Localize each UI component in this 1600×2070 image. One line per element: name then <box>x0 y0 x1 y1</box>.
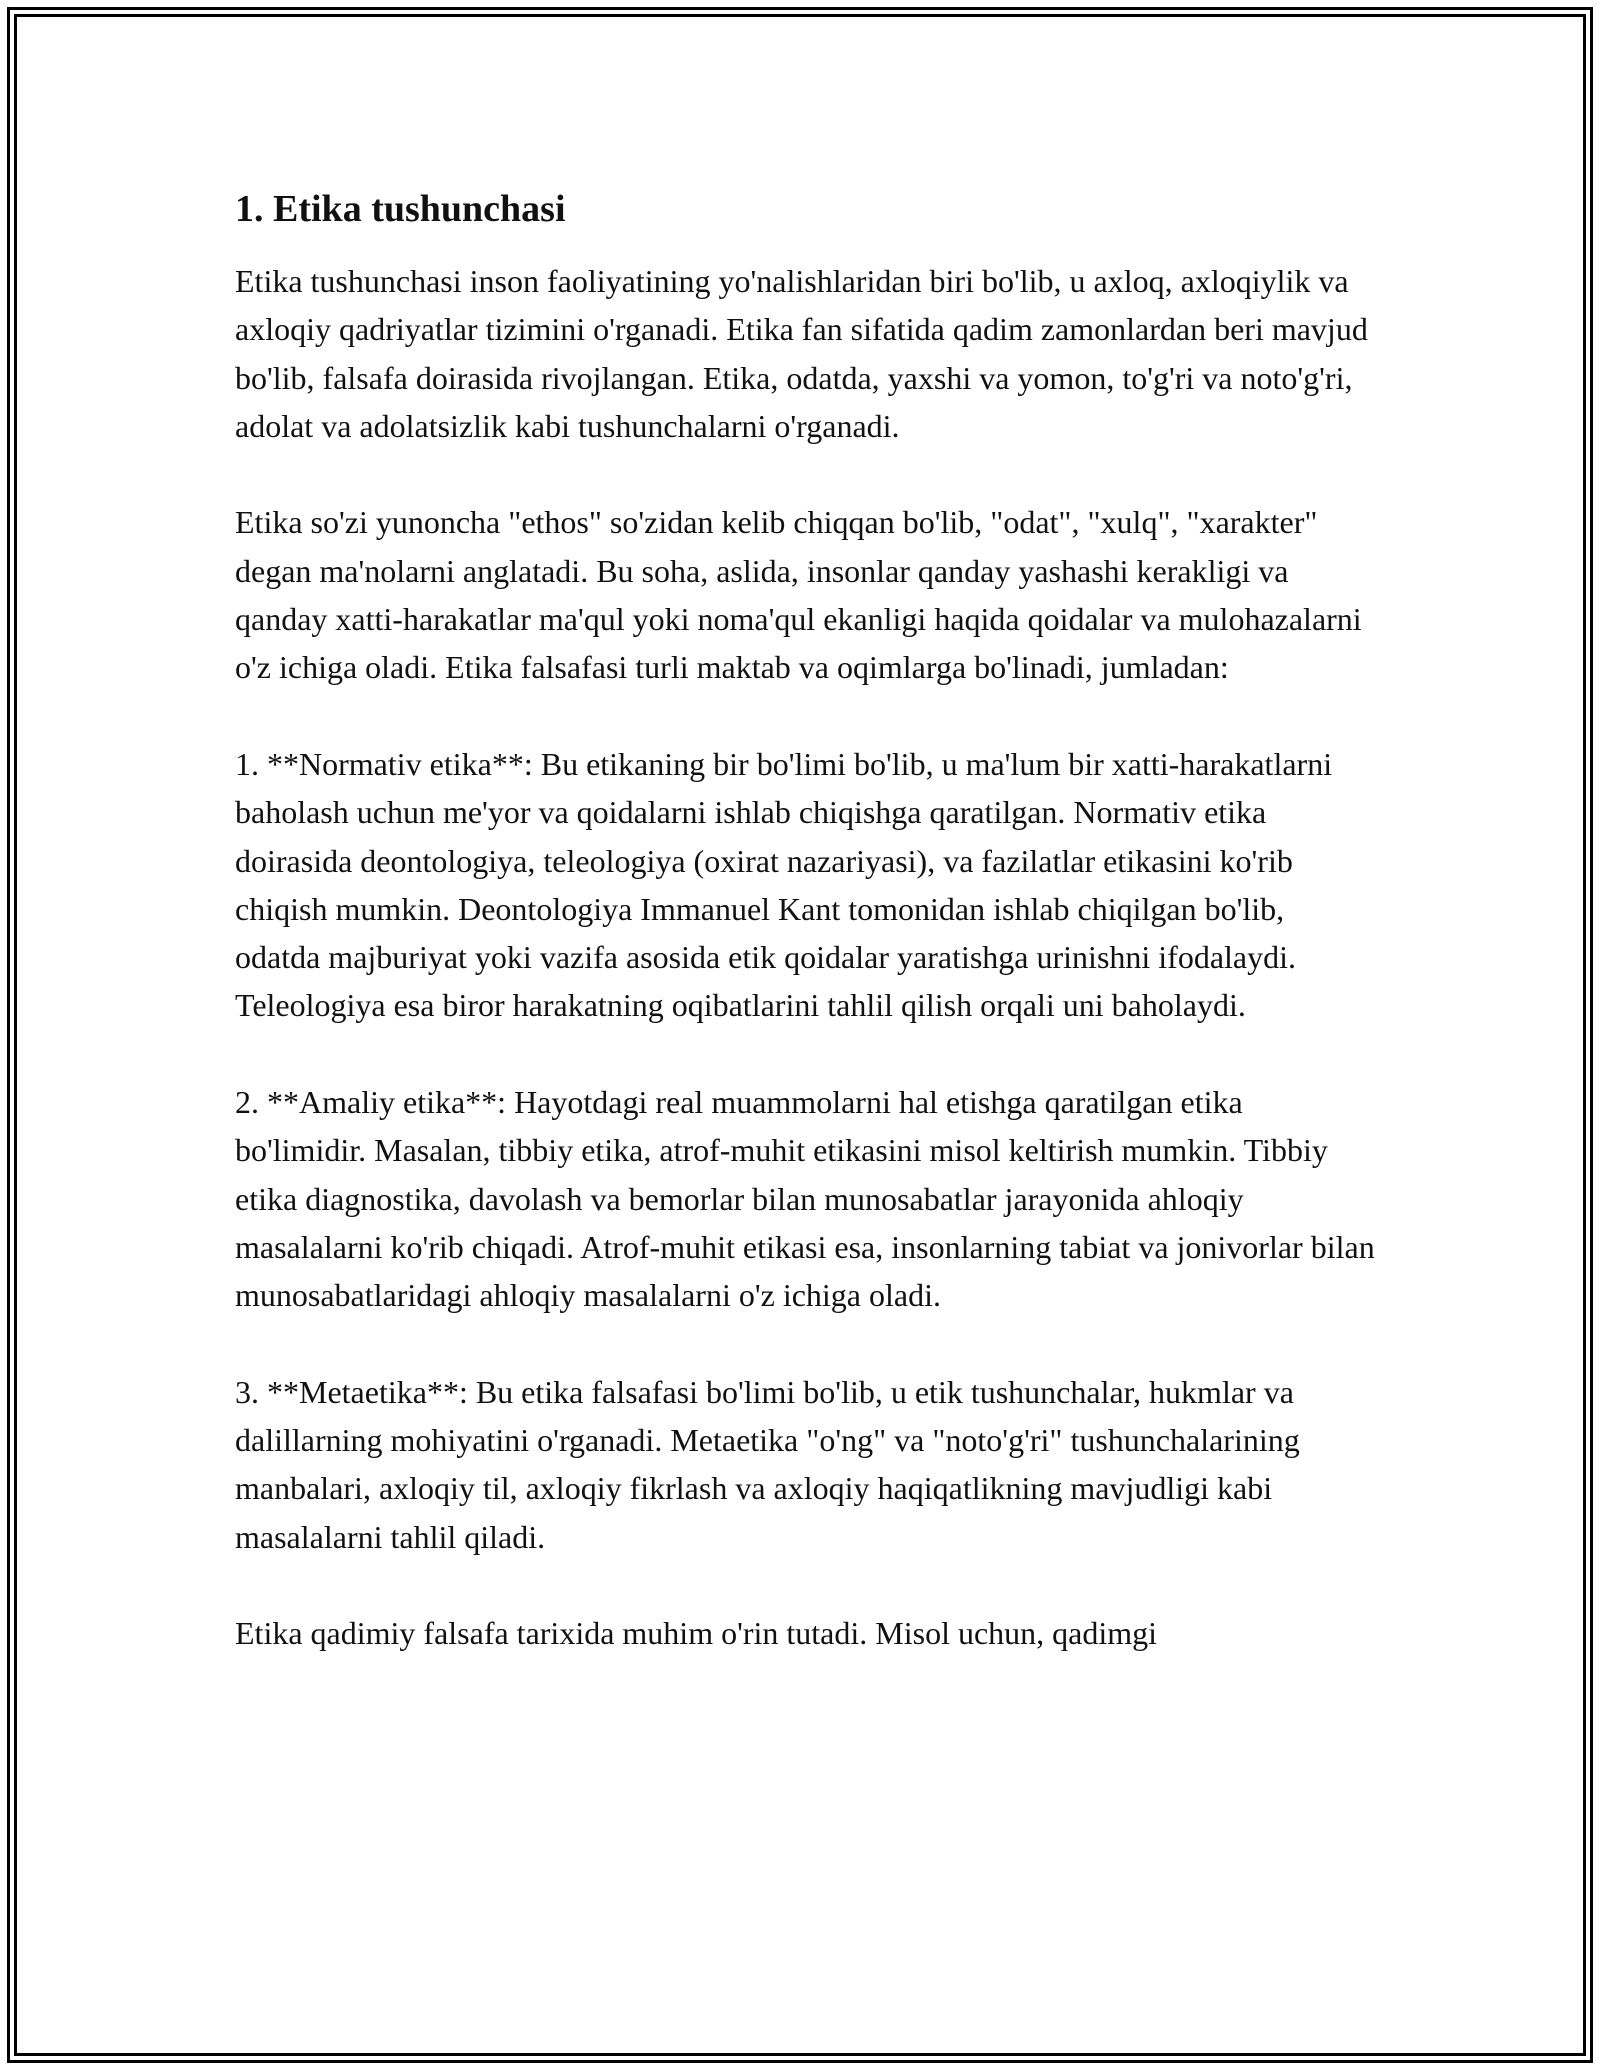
section-heading: 1. Etika tushunchasi <box>235 188 566 230</box>
paragraph-history: Etika qadimiy falsafa tarixida muhim o'rin tutadi. Misol uchun, qadimgi <box>235 1615 1158 1652</box>
paragraph-normative-ethics: 1. **Normativ etika**: Bu etikaning bir bo'limi bo'lib, u ma'lum bir xatti-harakatlarni baholash uchun me'yor va qoidalarni ishlab chiqishga qaratilgan. Normativ etika doirasida deontologiya, teleologiya (oxirat nazariyasi), va fazilatlar etikasini ko'rib chiqish mumkin. Deontologiya Immanuel Kant tomonidan ishlab chiqilgan bo'lib, odatda majburiyat yoki vazifa asosida etik qoidalar yaratishga urinishni ifodalaydi. Teleologiya esa biror harakatning oqibatlarini tahlil qilish orqali uni baholaydi. <box>235 745 1333 1024</box>
paragraph-etymology: Etika so'zi yunoncha "ethos" so'zidan kelib chiqqan bo'lib, "odat", "xulq", "xarakter" degan ma'nolarni anglatadi. Bu soha, aslida, insonlar qanday yashashi kerakligi va qanday xatti-harakatlar ma'qul yoki noma'qul ekanligi haqida qoidalar va mulohazalarni o'z ichiga oladi. Etika falsafasi turli maktab va oqimlarga bo'linadi, jumladan: <box>235 504 1362 686</box>
document-body <box>235 185 1375 1658</box>
paragraph-applied-ethics: 2. **Amaliy etika**: Hayotdagi real muammolarni hal etishga qaratilgan etika bo'limidir. Masalan, tibbiy etika, atrof-muhit etikasini misol keltirish mumkin. Tibbiy etika diagnostika, davolash va bemorlar bilan munosabatlar jarayonida ahloqiy masalalarni ko'rib chiqadi. Atrof-muhit etikasi esa, insonlarning tabiat va jonivorlar bilan munosabatlaridagi ahloqiy masalalarni o'z ichiga oladi. <box>235 1084 1375 1314</box>
paragraph-intro: Etika tushunchasi inson faoliyatining yo'nalishlaridan biri bo'lib, u axloq, axloqiylik va axloqiy qadriyatlar tizimini o'rganadi. Etika fan sifatida qadim zamonlardan beri mavjud bo'lib, falsafa doirasida rivojlangan. Etika, odatda, yaxshi va yomon, to'g'ri va noto'g'ri, adolat va adolatsizlik kabi tushunchalarni o'rganadi. <box>235 263 1368 444</box>
paragraph-metaethics: 3. **Metaetika**: Bu etika falsafasi bo'limi bo'lib, u etik tushunchalar, hukmlar va dalillarning mohiyatini o'rganadi. Metaetika "o'ng" va "noto'g'ri" tushunchalarining manbalari, axloqiy til, axloqiy fikrlash va axloqiy haqiqatlikning mavjudligi kabi masalalarni tahlil qiladi. <box>235 1373 1300 1555</box>
